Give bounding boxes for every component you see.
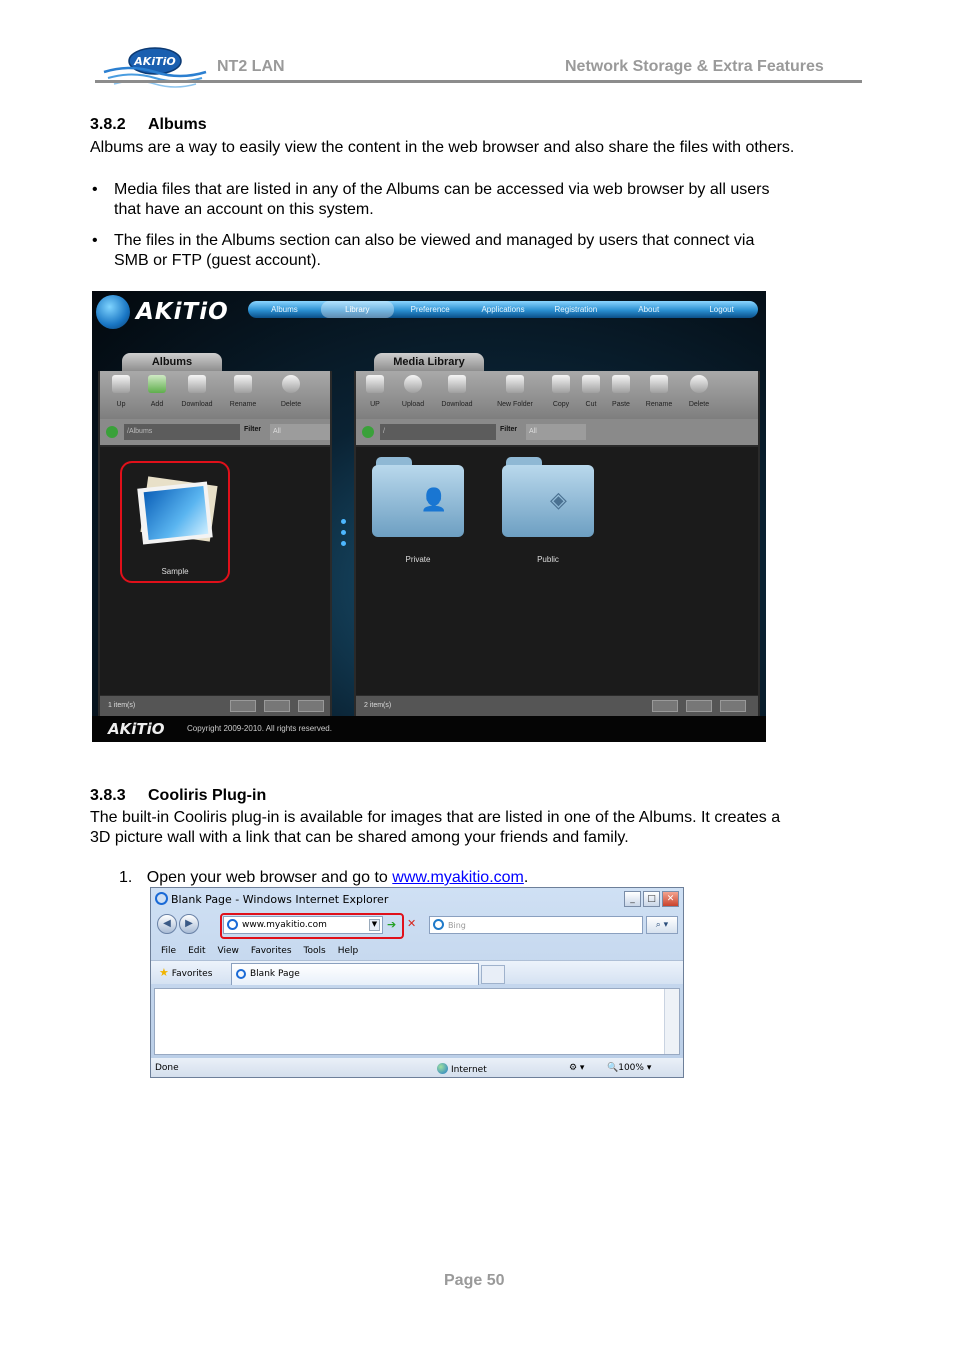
section-title: Cooliris Plug-in	[148, 787, 267, 804]
bullet-dot: •	[92, 181, 98, 198]
media-library-panel	[354, 371, 760, 716]
ie-logo-icon	[155, 892, 168, 905]
akitio-nav-bar	[248, 301, 758, 318]
header-rule	[95, 80, 862, 83]
up-button[interactable]	[102, 375, 140, 408]
tool-label: Cut	[585, 401, 597, 408]
bullet-line: Media files that are listed in any of the Albums can be accessed via web browser by all users	[114, 181, 770, 198]
close-button[interactable]: ✕	[662, 891, 679, 907]
pedestrian-sign-icon: ◈	[550, 487, 567, 512]
menu-edit[interactable]: Edit	[188, 946, 206, 956]
section-heading-cooliris	[90, 787, 266, 805]
rename-icon	[650, 375, 668, 393]
tab-albums[interactable]: Albums	[122, 353, 222, 371]
refresh-icon[interactable]	[362, 426, 374, 438]
add-icon	[148, 375, 166, 393]
filter-label: Filter	[244, 426, 262, 433]
tool-label: Delete	[688, 401, 710, 408]
copy-icon	[552, 375, 570, 393]
albums-toolbar	[100, 371, 330, 419]
albums-statusbar	[100, 696, 330, 716]
status-bar	[151, 1058, 683, 1078]
vertical-scrollbar[interactable]	[664, 989, 679, 1054]
folder-public-icon	[502, 465, 594, 537]
delete-button[interactable]	[272, 375, 310, 408]
akitio-albums-screenshot	[92, 291, 766, 742]
rename-button[interactable]	[640, 375, 678, 408]
tool-label: Upload	[401, 401, 425, 408]
window-title-text: Blank Page - Windows Internet Explorer	[171, 893, 389, 906]
filter-label: Filter	[500, 426, 518, 433]
folder-item-public[interactable]	[502, 457, 597, 569]
zone-label: Internet	[451, 1065, 487, 1075]
upload-button[interactable]	[394, 375, 432, 408]
akitio-footer	[92, 716, 766, 742]
tool-label: Add	[150, 401, 164, 408]
tab-media-library[interactable]: Media Library	[374, 353, 484, 371]
filter-select[interactable]: All	[526, 424, 586, 440]
address-highlight	[220, 913, 404, 939]
zoom-control[interactable]: 🔍100% ▾	[607, 1063, 652, 1073]
nav-registration[interactable]: Registration	[554, 305, 598, 314]
step-text: Open your web browser and go to	[146, 869, 393, 886]
nav-applications[interactable]: Applications	[481, 305, 525, 314]
tool-label: Paste	[612, 401, 630, 408]
section-number: 3.8.3	[90, 787, 126, 804]
tool-label: Rename	[229, 401, 257, 408]
bullet-item	[92, 180, 852, 220]
folder-item-private[interactable]	[372, 457, 467, 569]
nav-albums[interactable]: Albums	[271, 305, 298, 314]
window-controls	[624, 891, 679, 907]
copyright: Copyright 2009-2010. All rights reserved.	[187, 724, 332, 733]
akitio-logo-text: AKiTiO	[136, 299, 229, 325]
folder-label: Private	[405, 555, 431, 564]
stop-icon[interactable]: ✕	[407, 917, 417, 930]
library-toolbar	[356, 371, 758, 419]
delete-icon	[690, 375, 708, 393]
maximize-button[interactable]: □	[643, 891, 660, 907]
page-number: Page 50	[444, 1272, 505, 1289]
list-view-button[interactable]	[264, 700, 290, 712]
page-content	[154, 988, 680, 1055]
menu-help[interactable]: Help	[337, 946, 359, 956]
section-number: 3.8.2	[90, 116, 126, 133]
go-arrow-icon[interactable]: ➔	[387, 918, 397, 931]
akitio-footer-logo: AKiTiO	[108, 720, 165, 738]
step-1	[119, 868, 528, 888]
favorites-label: Favorites	[171, 969, 213, 979]
akitio-logo	[96, 295, 241, 329]
tab-label: Blank Page	[250, 969, 300, 979]
ie-browser-screenshot	[150, 887, 684, 1078]
menu-favorites[interactable]: Favorites	[250, 946, 292, 956]
nav-logout[interactable]: Logout	[709, 305, 734, 314]
bullet-item	[92, 231, 852, 271]
albums-path[interactable]: /Albums	[124, 424, 240, 440]
svg-text:AKiTiO: AKiTiO	[134, 55, 176, 68]
section-title: Albums	[148, 116, 207, 133]
star-icon: ★	[159, 966, 169, 979]
menu-view[interactable]: View	[217, 946, 239, 956]
new-tab-button[interactable]	[481, 965, 505, 984]
search-box[interactable]	[429, 916, 643, 934]
zone-indicator	[437, 1063, 487, 1075]
delete-button[interactable]	[680, 375, 718, 408]
albums-content	[100, 447, 330, 695]
tool-label: UP	[370, 401, 380, 408]
tab-blank-page[interactable]	[231, 963, 479, 985]
download-button[interactable]	[438, 375, 476, 408]
arrow-left-icon	[112, 375, 130, 393]
tool-label: Delete	[280, 401, 302, 408]
protected-mode-icon[interactable]: ⚙ ▾	[569, 1063, 585, 1073]
photo-image	[144, 486, 209, 540]
albums-path-bar	[100, 419, 330, 445]
akitio-header-logo	[100, 42, 210, 92]
search-button[interactable]: ⌕ ▾	[646, 916, 678, 934]
globe-icon	[437, 1063, 448, 1074]
delete-icon	[282, 375, 300, 393]
forward-icon[interactable]: ▶	[179, 914, 199, 934]
refresh-icon[interactable]	[106, 426, 118, 438]
menu-bar	[151, 942, 683, 960]
window-title	[155, 892, 388, 906]
library-statusbar	[356, 696, 758, 716]
nav-preference[interactable]: Preference	[410, 305, 450, 314]
nav-buttons	[157, 914, 197, 936]
download-icon	[448, 375, 466, 393]
step-period: .	[523, 869, 529, 886]
step-number: 1.	[119, 869, 133, 886]
up-button[interactable]	[356, 375, 394, 408]
library-path[interactable]: /	[380, 424, 496, 440]
menu-tools[interactable]: Tools	[303, 946, 326, 956]
scissors-icon	[582, 375, 600, 393]
tool-label: Download	[181, 401, 213, 408]
header-product: NT2 LAN	[217, 58, 285, 75]
bullet-line: The files in the Albums section can also be viewed and managed by users that connect via	[114, 232, 755, 249]
nav-about[interactable]: About	[638, 305, 660, 314]
item-count: 2 item(s)	[364, 702, 392, 709]
new-folder-icon	[506, 375, 524, 393]
rename-icon	[234, 375, 252, 393]
ie-page-icon	[236, 969, 246, 979]
filter-select[interactable]: All	[270, 424, 330, 440]
address-dropdown-icon[interactable]: ▼	[369, 919, 380, 931]
nav-library[interactable]: Library	[321, 301, 394, 318]
upload-icon	[404, 375, 422, 393]
status-text: Done	[155, 1063, 179, 1073]
search-placeholder: Bing	[448, 921, 466, 930]
minimize-button[interactable]: _	[624, 891, 641, 907]
library-content	[356, 447, 758, 695]
library-path-bar	[356, 419, 758, 445]
tool-label: Rename	[645, 401, 673, 408]
myakitio-link[interactable]: www.myakitio.com	[392, 869, 524, 886]
album-item-sample[interactable]	[120, 461, 230, 583]
address-value: www.myakitio.com	[242, 920, 327, 930]
zoom-value: 100%	[618, 1063, 644, 1073]
new-folder-button[interactable]	[496, 375, 534, 408]
favorites-button[interactable]	[159, 966, 212, 979]
tool-label: New Folder	[497, 401, 533, 408]
bing-icon	[433, 919, 444, 930]
bullet-line: SMB or FTP (guest account).	[114, 252, 321, 269]
clipboard-icon	[612, 375, 630, 393]
bullet-dot: •	[92, 232, 98, 249]
rename-button[interactable]	[224, 375, 262, 408]
favorites-bar	[151, 960, 683, 984]
albums-panel	[98, 371, 332, 716]
tool-label: Download	[441, 401, 473, 408]
section-heading-albums	[90, 116, 207, 134]
bullet-line: that have an account on this system.	[114, 201, 374, 218]
arrow-left-icon	[366, 375, 384, 393]
album-label: Sample	[161, 567, 189, 576]
folder-user-icon	[372, 465, 464, 537]
folder-label: Public	[537, 555, 559, 564]
add-button[interactable]	[138, 375, 176, 408]
download-button[interactable]	[178, 375, 216, 408]
panel-divider-dots	[341, 519, 347, 552]
tool-label: Up	[116, 401, 126, 408]
cooliris-desc-line: 3D picture wall with a link that can be shared among your friends and family.	[90, 829, 629, 846]
albums-intro: Albums are a way to easily view the content in the web browser and also share the files with others.	[90, 139, 795, 156]
akitio-logo-icon	[96, 295, 130, 329]
menu-file[interactable]: File	[161, 946, 177, 956]
download-icon	[188, 375, 206, 393]
grid-view-button[interactable]	[230, 700, 256, 712]
paste-button[interactable]	[602, 375, 640, 408]
detail-view-button[interactable]	[298, 700, 324, 712]
cooliris-desc-line: The built-in Cooliris plug-in is available for images that are listed in one of the Albums. It creates a	[90, 809, 781, 826]
user-silhouette-icon: 👤	[420, 487, 448, 512]
item-count: 1 item(s)	[108, 702, 136, 709]
grid-view-button[interactable]	[652, 700, 678, 712]
list-view-button[interactable]	[686, 700, 712, 712]
back-icon[interactable]: ◀	[157, 914, 177, 934]
header-chapter: Network Storage & Extra Features	[565, 58, 824, 75]
detail-view-button[interactable]	[720, 700, 746, 712]
tool-label: Copy	[552, 401, 570, 408]
